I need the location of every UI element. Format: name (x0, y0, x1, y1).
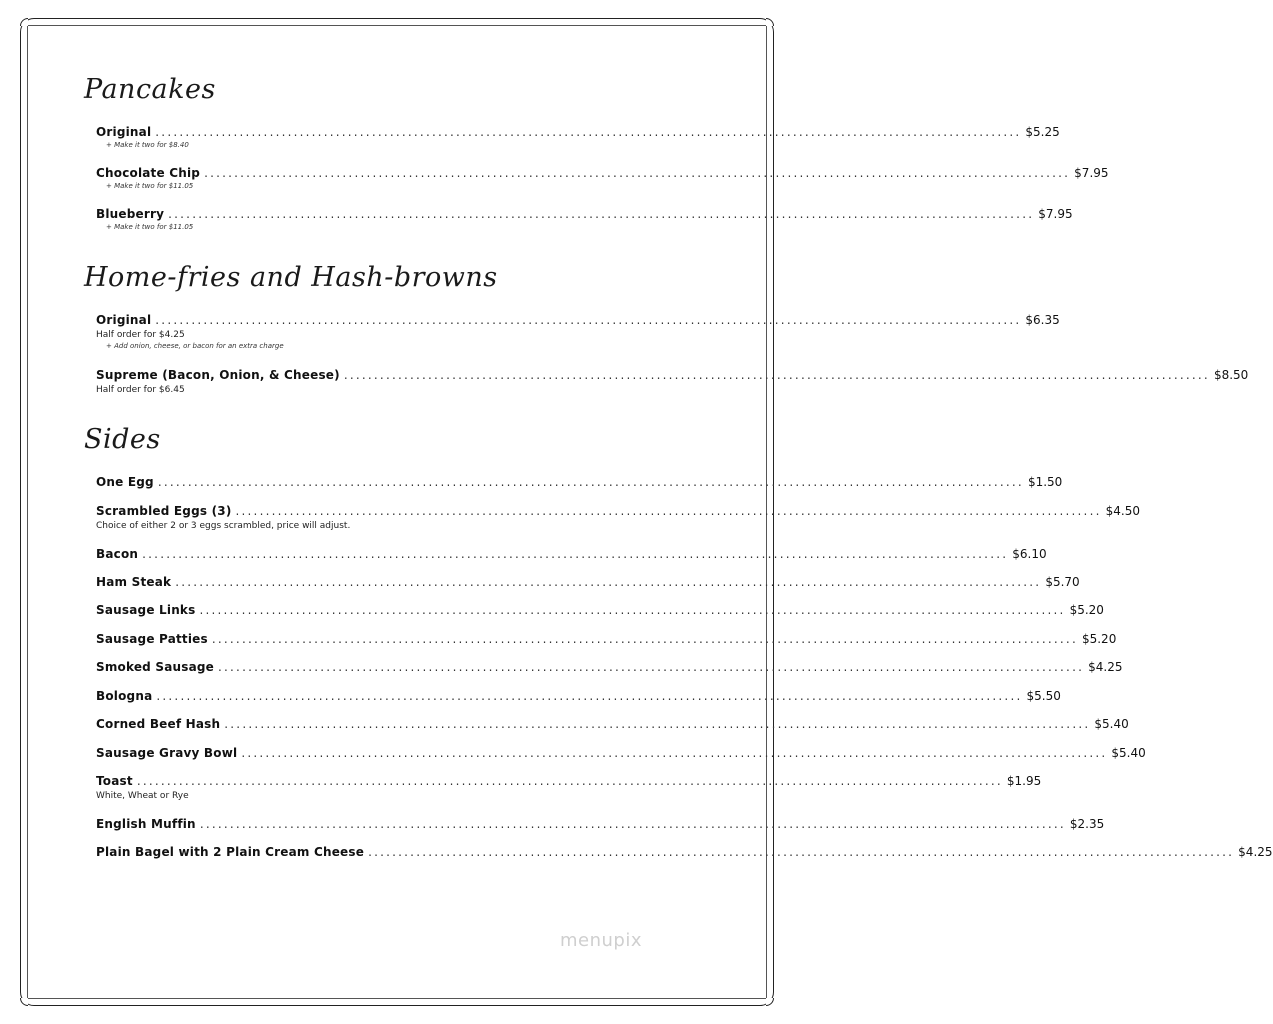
menu-item-sausage-links: Sausage Links ................................................................................................................................................ $5.20 (96, 603, 1104, 617)
item-price: $5.40 (1094, 717, 1129, 731)
item-price: $1.95 (1006, 774, 1042, 788)
item-name: Bologna (96, 689, 153, 703)
item-price: $7.95 (1074, 166, 1109, 180)
item-subtext: Half order for $4.25 (96, 330, 185, 340)
item-price: $8.50 (1213, 368, 1249, 382)
item-note: + Add onion, cheese, or bacon for an extra charge (106, 342, 284, 350)
item-price: $6.10 (1012, 547, 1047, 561)
menu-item-plain-bagel: Plain Bagel with 2 Plain Cream Cheese ................................................................................................................................................ $4.25 (96, 845, 1273, 859)
menu-item-sausage-gravy-bowl: Sausage Gravy Bowl ................................................................................................................................................ $5.40 (96, 746, 1146, 760)
item-name: Plain Bagel with 2 Plain Cream Cheese (96, 845, 365, 859)
menu-item-homefries-original: Original ................................................................................................................................................ $6.35 Half order for $4.25 + Add onion, cheese, or bacon for an extra charge (96, 313, 1060, 350)
section-title-homefries: Home-fries and Hash-browns (84, 262, 498, 293)
menu-item-smoked-sausage: Smoked Sausage ................................................................................................................................................ $4.25 (96, 660, 1123, 674)
menu-item-toast: Toast ................................................................................................................................................ $1.95 White, Wheat or Rye (96, 774, 1042, 801)
menu-item-pancakes-chocolate-chip: Chocolate Chip ................................................................................................................................................ $7.95 + Make it two for $11.05 (96, 166, 1109, 190)
item-subtext: White, Wheat or Rye (96, 791, 189, 801)
item-name: English Muffin (96, 817, 196, 831)
menu-item-ham-steak: Ham Steak ................................................................................................................................................ $5.70 (96, 575, 1080, 589)
menu-item-bacon: Bacon ................................................................................................................................................ $6.10 (96, 547, 1047, 561)
item-name: One Egg (96, 475, 154, 489)
item-price: $5.20 (1069, 603, 1104, 617)
item-price: $4.25 (1238, 845, 1273, 859)
watermark: menupix (560, 930, 643, 951)
item-price: $6.35 (1025, 313, 1060, 327)
item-name: Original (96, 125, 152, 139)
item-name: Scrambled Eggs (3) (96, 504, 232, 518)
item-price: $5.70 (1045, 575, 1080, 589)
item-subtext: Choice of either 2 or 3 eggs scrambled, price will adjust. (96, 521, 351, 531)
menu-item-pancakes-original: Original ................................................................................................................................................ $5.25 + Make it two for $8.40 (96, 125, 1060, 149)
item-name: Chocolate Chip (96, 166, 201, 180)
menu-item-pancakes-blueberry: Blueberry ................................................................................................................................................ $7.95 + Make it two for $11.05 (96, 207, 1073, 231)
menu-item-corned-beef-hash: Corned Beef Hash ................................................................................................................................................ $5.40 (96, 717, 1129, 731)
item-price: $5.40 (1111, 746, 1146, 760)
item-name: Original (96, 313, 152, 327)
item-name: Sausage Patties (96, 632, 208, 646)
item-price: $5.50 (1026, 689, 1061, 703)
item-name: Sausage Gravy Bowl (96, 746, 238, 760)
item-name: Corned Beef Hash (96, 717, 221, 731)
item-name: Sausage Links (96, 603, 196, 617)
item-name: Blueberry (96, 207, 165, 221)
item-price: $7.95 (1038, 207, 1073, 221)
item-price: $2.35 (1069, 817, 1105, 831)
menu-item-sausage-patties: Sausage Patties ................................................................................................................................................ $5.20 (96, 632, 1117, 646)
item-note: + Make it two for $8.40 (106, 141, 189, 149)
item-name: Smoked Sausage (96, 660, 215, 674)
menu-item-scrambled-eggs: Scrambled Eggs (3) ................................................................................................................................................ $4.50 Choice of either 2 or 3 eggs scrambled, price will adjust. (96, 504, 1140, 531)
item-price: $5.20 (1081, 632, 1117, 646)
menu-item-one-egg: One Egg ................................................................................................................................................ $1.50 (96, 475, 1063, 489)
item-price: $4.50 (1105, 504, 1140, 518)
item-name: Ham Steak (96, 575, 172, 589)
item-price: $1.50 (1027, 475, 1063, 489)
menu-item-english-muffin: English Muffin ................................................................................................................................................ $2.35 (96, 817, 1105, 831)
item-price: $4.25 (1088, 660, 1123, 674)
section-title-sides: Sides (84, 424, 161, 455)
item-note: + Make it two for $11.05 (106, 182, 194, 190)
menu-item-homefries-supreme: Supreme (Bacon, Onion, & Cheese) ................................................................................................................................................ $8.50 Half order for $6.45 (96, 368, 1249, 395)
section-title-pancakes: Pancakes (84, 74, 216, 105)
menu-item-bologna: Bologna ................................................................................................................................................ $5.50 (96, 689, 1061, 703)
item-note: + Make it two for $11.05 (106, 223, 194, 231)
item-name: Supreme (Bacon, Onion, & Cheese) (96, 368, 340, 382)
item-name: Toast (96, 774, 133, 788)
item-subtext: Half order for $6.45 (96, 385, 185, 395)
item-price: $5.25 (1025, 125, 1060, 139)
item-name: Bacon (96, 547, 139, 561)
